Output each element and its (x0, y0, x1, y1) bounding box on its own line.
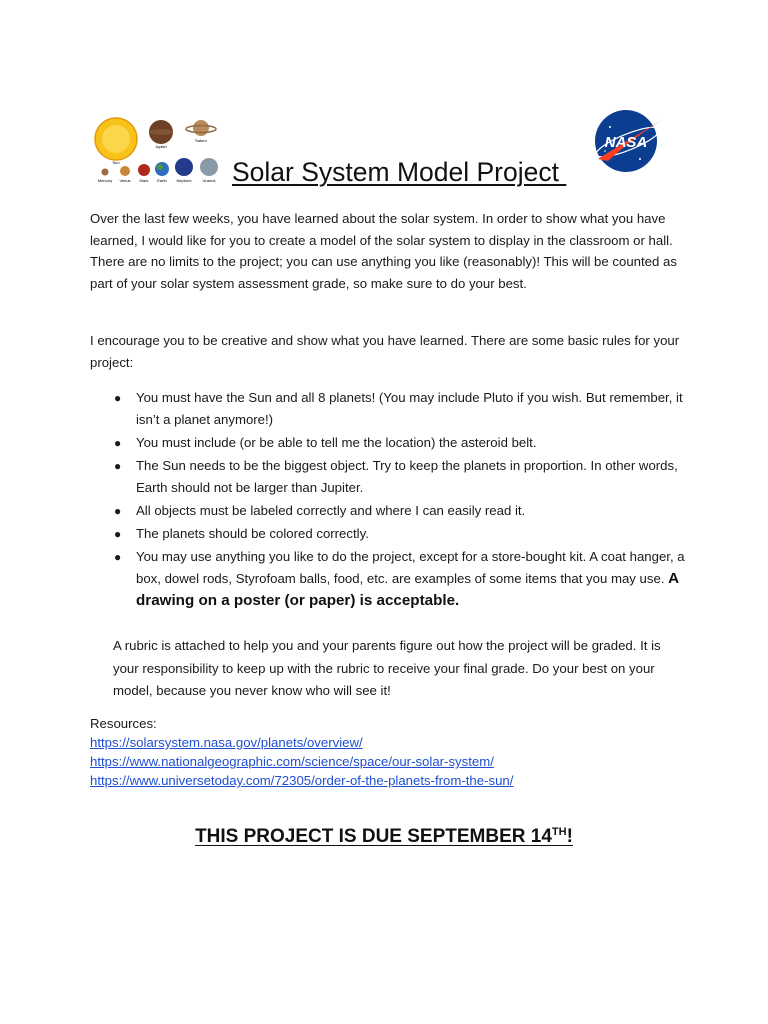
bullet-icon: ● (114, 436, 122, 450)
mercury-image (102, 169, 109, 176)
resource-link[interactable]: https://solarsystem.nasa.gov/planets/overview/ (90, 735, 363, 750)
page-title: Solar System Model Project (232, 157, 567, 187)
venus-image (120, 166, 130, 176)
rules-emphasis: A drawing on a poster (or paper) is acceptable. (136, 570, 679, 609)
nasa-logo (590, 107, 666, 175)
rubric-paragraph: A rubric is attached to help you and your parents figure out how the project will be graded. It is your responsibility to keep up with the rubric to receive your final grade. Do your best on your model, because you never know who will see it! (113, 638, 661, 698)
resource-link[interactable]: https://www.nationalgeographic.com/science/space/our-solar-system/ (90, 754, 494, 769)
planets-illustration (94, 114, 224, 190)
resources-heading: Resources: (90, 716, 157, 731)
planet-label: Mercury (97, 178, 113, 183)
planet-label: Mars (139, 178, 149, 183)
planet-label: Sun (112, 160, 120, 165)
list-item: ● All objects must be labeled correctly and where I can easily read it. (90, 500, 686, 522)
planet-label: Jupiter (154, 144, 168, 149)
bullet-icon: ● (114, 550, 122, 564)
encourage-paragraph: I encourage you to be creative and show what you have learned. There are some basic rules for your project: (90, 333, 680, 370)
list-item: ● You may use anything you like to do the project, except for a store-bought kit. A coat hanger, a box, dowel rods, Styrofoam balls, food, etc. are examples of some items that you may use. A drawing on a poster (or paper) is acceptable. (90, 546, 686, 612)
resource-link[interactable]: https://www.universetoday.com/72305/order-of-the-planets-from-the-sun/ (90, 773, 514, 788)
nasa-logo-text: NASA (604, 134, 648, 151)
bullet-icon: ● (114, 527, 122, 541)
list-item: ● The Sun needs to be the biggest object. Try to keep the planets in proportion. In other words, Earth should not be larger than Jupiter. (90, 455, 686, 499)
uranus-image (200, 158, 218, 176)
planet-label: Earth (157, 178, 167, 183)
neptune-image (175, 158, 193, 176)
list-item: ● The planets should be colored correctly. (90, 523, 686, 545)
planet-label: Neptune (176, 178, 192, 183)
intro-paragraph: Over the last few weeks, you have learned about the solar system. In order to show what you have learned, I would like for you to create a model of the solar system to display in the classroom or hall. There are no limits to the project; you can use anything you like (reasonably)! This will be counted as part of your solar system assessment grade, so make sure to do your best. (90, 211, 677, 291)
list-item: ● You must include (or be able to tell me the location) the asteroid belt. (90, 432, 686, 454)
planet-label: Venus (119, 178, 131, 183)
bullet-icon: ● (114, 391, 122, 405)
bullet-icon: ● (114, 504, 122, 518)
rules-list (90, 387, 686, 613)
saturn-image (193, 120, 209, 136)
planet-label: Saturn (195, 138, 207, 143)
due-date-notice: THIS PROJECT IS DUE SEPTEMBER 14TH! (195, 826, 573, 847)
bullet-icon: ● (114, 459, 122, 473)
mars-image (138, 164, 150, 176)
planet-label: Uranus (202, 178, 216, 183)
list-item: ● You must have the Sun and all 8 planets! (You may include Pluto if you wish. But remember, it isn’t a planet anymore!) (90, 387, 686, 431)
